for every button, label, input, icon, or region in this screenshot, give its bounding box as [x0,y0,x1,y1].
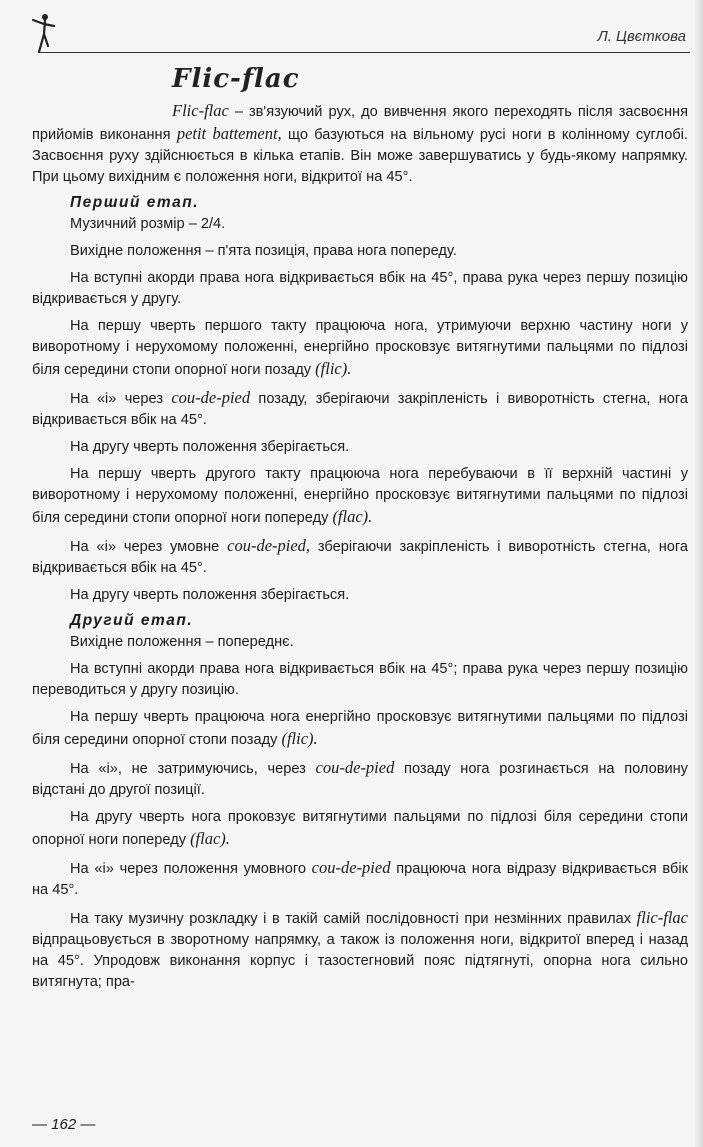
stage1-p4: На другу чверть положення зберігається. [70,439,350,455]
stage2-p1: На вступні акорди права нога відкривається вбік на 45°; права рука через першу позицію переводиться у другу позицію. [32,661,688,698]
stage2-p2: На першу чверть працююча нога енергійно просковзує витягнутими пальцями по підлозі біля середини опорної стопи позаду (flic). [32,709,688,748]
stage2-p6: На таку музичну розкладку і в такій самій послідовності при незмінних правилах flic-flac відпрацьовується в зворотному напрямку, а також із положення ноги, відкритої вперед і назад на 45°. Упродовж виконання корпус і тазостегновий пояс підтягнуті, опорна нога сильно витягнута; пра- [32,908,688,990]
stage2-p5: На «і» через положення умовного cou-de-pied працююча нога відразу відкривається вбік на 45°. [32,858,688,898]
stage1-p2: На першу чверть першого такту працююча нога, утримуючи верхню частину ноги у виворотному і нерухомому положенні, енергійно просковзує витягнутими пальцями по підлозі біля середини стопи опорної ноги позаду (flic). [32,318,688,378]
page-number: — 162 — [32,1116,96,1133]
stage1-p1: На вступні акорди права нога відкривається вбік на 45°, права рука через першу позицію відкривається у другу. [32,270,688,307]
page-header [22,12,690,56]
dancer-icon [30,12,56,54]
intro-paragraph: Flic-flac – зв'язуючий рух, до вивчення якого переходять після засвоєння прийомів виконання petit battement, що базуються на вільному русі ноги в колінному суглобі. Засвоєння руху здійснюється в кілька етапів. Він може завершуватись у будь-якому напрямку. При цьому вихідним є положення ноги, відкритої на 45°. [32,101,688,185]
stage1-heading: Перший етап. [70,194,200,211]
stage1-p7: На другу чверть положення зберігається. [70,587,350,603]
stage1-start: Вихідне положення – п'ята позиція, права нога попереду. [70,243,457,259]
section-title: Flic-flac [172,64,300,94]
stage2-start: Вихідне положення – попереднє. [70,634,294,650]
stage1-p3: На «і» через cou-de-pied позаду, зберігаючи закріпленість і виворотність стегна, нога відкривається вбік на 45°. [32,388,688,428]
stage2-heading: Другий етап. [70,612,194,629]
stage1-p6: На «і» через умовне cou-de-pied, зберігаючи закріпленість і виворотність стегна, нога відкривається вбік на 45°. [32,536,689,576]
page-edge-shadow [694,0,703,1147]
stage1-meter: Музичний розмір – 2/4. [70,216,226,232]
stage2-p4: На другу чверть нога проковзує витягнутими пальцями по підлозі біля середини стопи опорної ноги попереду (flac). [32,809,688,848]
header-rule [38,52,690,53]
author-name: Л. Цвєткова [597,28,686,45]
term: Flic-flac [172,101,229,120]
stage2-p3: На «і», не затримуючись, через cou-de-pied позаду нога розгинається на половину відстані до другої позиції. [32,758,688,798]
stage1-p5: На першу чверть другого такту працююча нога перебуваючи в її верхній частині у виворотному і нерухомому положенні, енергійно просковзує витягнутими пальцями по підлозі біля середини стопи опорної ноги попереду (flac). [32,466,688,526]
page-content [32,64,688,999]
